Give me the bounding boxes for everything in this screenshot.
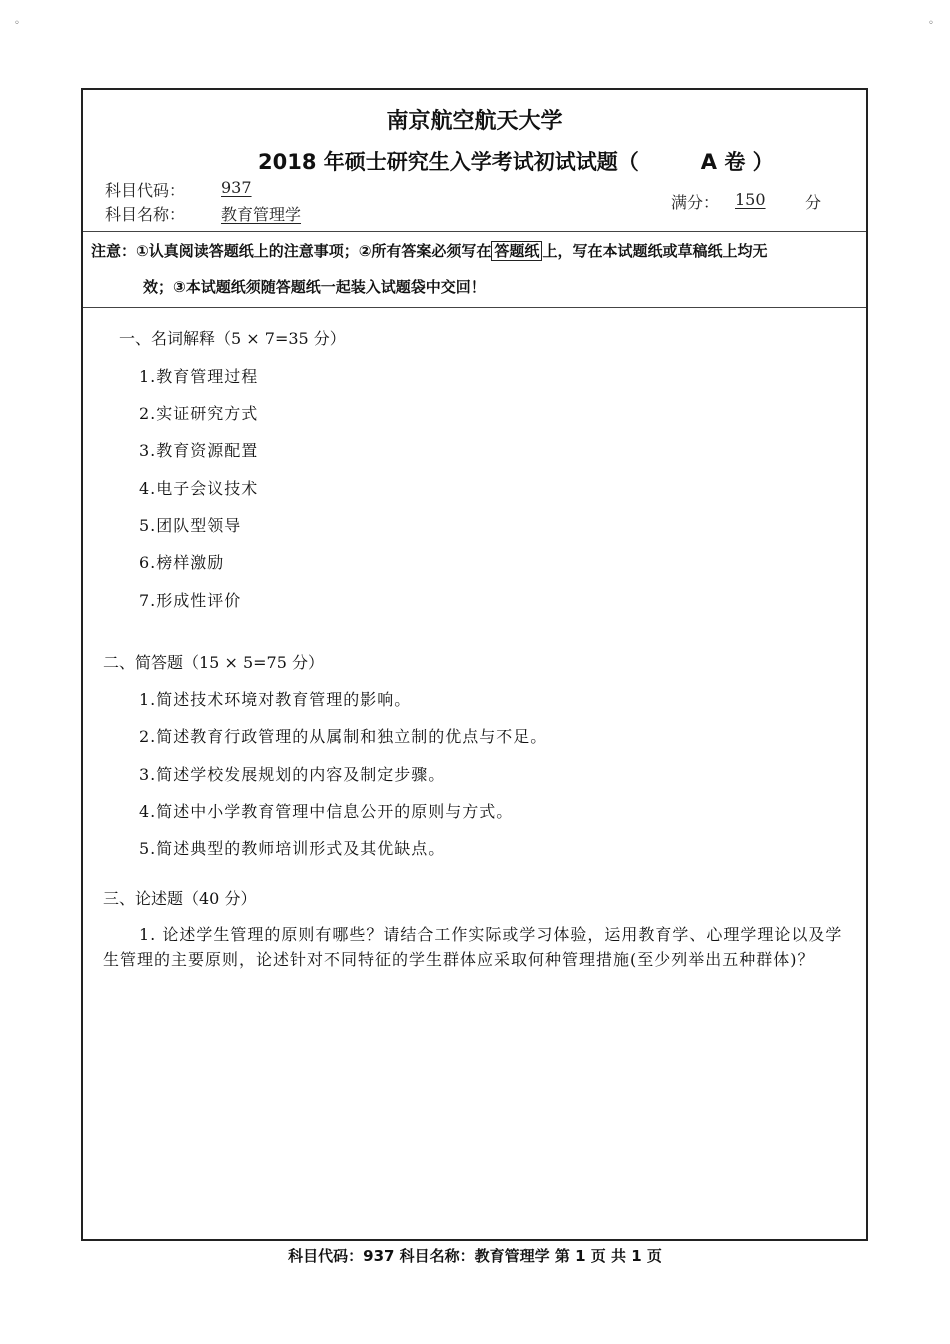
full-score-label: 满分： xyxy=(671,193,720,212)
section-2-title: 二、简答题（15 × 5=75 分） xyxy=(103,653,324,672)
notice-prefix: 注意： xyxy=(91,242,137,260)
list-item: 3.简述学校发展规划的内容及制定步骤。 xyxy=(139,765,446,784)
essay-question: 1. 论述学生管理的原则有哪些？请结合工作实际或学习体验，运用教育学、心理学理论以及学生管理的主要原则，论述针对不同特征的学生群体应采取何种管理措施(至少列举出五种群体)？ xyxy=(103,925,843,969)
list-item: 1.简述技术环境对教育管理的影响。 xyxy=(139,690,412,709)
section-3-title: 三、论述题（40 分） xyxy=(103,889,257,908)
subject-name-value: 教育管理学 xyxy=(221,205,302,224)
list-item: 5.简述典型的教师培训形式及其优缺点。 xyxy=(139,839,446,858)
crop-mark-top-right: ◦ xyxy=(928,18,934,29)
exam-title-text: 2018 年硕士研究生入学考试初试试题（ xyxy=(258,150,639,174)
header-divider xyxy=(83,231,866,232)
full-score-value: 150 xyxy=(735,190,766,209)
list-item: 7.形成性评价 xyxy=(139,591,242,610)
subject-name-label: 科目名称： xyxy=(105,205,186,224)
subject-code-label: 科目代码： xyxy=(105,181,186,200)
full-score-unit: 分 xyxy=(805,193,822,212)
list-item: 6.榜样激励 xyxy=(139,553,225,572)
list-item: 2.实证研究方式 xyxy=(139,404,259,423)
exam-paper-frame xyxy=(81,88,868,1241)
page-footer: 科目代码：937 科目名称：教育管理学 第 1 页 共 1 页 xyxy=(288,1247,662,1265)
notice-text-b: 上，写在本试题纸或草稿纸上均无 xyxy=(542,242,768,260)
notice-text-a: ①认真阅读答题纸上的注意事项；②所有答案必须写在 xyxy=(136,242,492,260)
notice-line-1 xyxy=(91,240,767,261)
university-name: 南京航空航天大学 xyxy=(386,109,563,134)
list-item: 2.简述教育行政管理的从属制和独立制的优点与不足。 xyxy=(139,727,548,746)
section-1-title: 一、名词解释（5 × 7=35 分） xyxy=(119,329,346,348)
list-item: 4.电子会议技术 xyxy=(139,479,259,498)
crop-mark-top-left: ◦ xyxy=(14,18,20,29)
subject-code-value: 937 xyxy=(221,178,252,197)
list-item: 5.团队型领导 xyxy=(139,516,242,535)
answer-sheet-box: 答题纸 xyxy=(491,241,542,261)
list-item: 4.简述中小学教育管理中信息公开的原则与方式。 xyxy=(139,802,514,821)
paper-label: A 卷 ） xyxy=(700,150,774,174)
notice-line-2: 效；③本试题纸须随答题纸一起装入试题袋中交回！ xyxy=(143,278,486,296)
list-item: 1.教育管理过程 xyxy=(139,367,259,386)
exam-title xyxy=(258,146,774,176)
list-item: 3.教育资源配置 xyxy=(139,441,259,460)
notice-divider xyxy=(83,307,866,308)
